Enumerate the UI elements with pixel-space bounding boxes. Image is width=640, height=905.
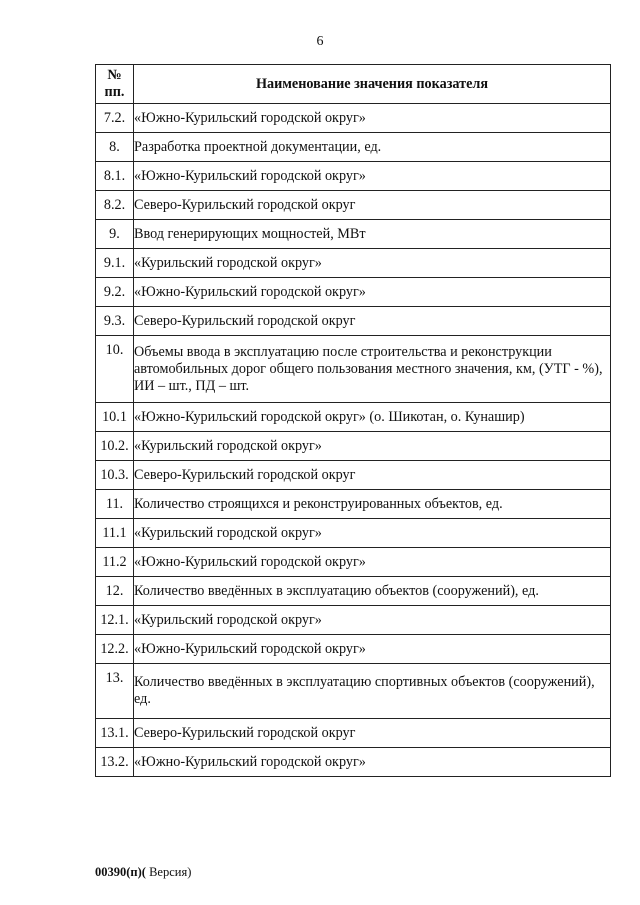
row-number: 8.1. xyxy=(96,162,134,191)
table-row xyxy=(96,307,611,336)
row-name: «Южно-Курильский городской округ» xyxy=(134,635,611,664)
table-row xyxy=(96,664,611,719)
table-row xyxy=(96,133,611,162)
table-row xyxy=(96,403,611,432)
row-name: Северо-Курильский городской округ xyxy=(134,307,611,336)
row-name: «Курильский городской округ» xyxy=(134,249,611,278)
row-number: 12.2. xyxy=(96,635,134,664)
table-row xyxy=(96,548,611,577)
row-name: «Южно-Курильский городской округ» xyxy=(134,162,611,191)
row-number: 13.1. xyxy=(96,719,134,748)
row-name: «Курильский городской округ» xyxy=(134,519,611,548)
table-header-row xyxy=(96,65,611,104)
table-row xyxy=(96,249,611,278)
table-row xyxy=(96,336,611,403)
row-number: 10.3. xyxy=(96,461,134,490)
table-row xyxy=(96,490,611,519)
row-number: 12.1. xyxy=(96,606,134,635)
table-row xyxy=(96,519,611,548)
document-footer xyxy=(95,865,191,880)
table-row xyxy=(96,278,611,307)
row-name: Разработка проектной документации, ед. xyxy=(134,133,611,162)
footer-code: 00390(п)( xyxy=(95,865,146,879)
footer-version: Версия) xyxy=(145,865,192,879)
row-number: 13.2. xyxy=(96,748,134,777)
page-number: 6 xyxy=(316,34,324,49)
header-number-label: № пп. xyxy=(104,67,125,100)
row-name: Количество введённых в эксплуатацию объектов (сооружений), ед. xyxy=(134,577,611,606)
row-number: 11.2 xyxy=(96,548,134,577)
row-name: Объемы ввода в эксплуатацию после строительства и реконструкции автомобильных дорог общего пользования местного значения, км, (УТГ - %), ИИ – шт., ПД – шт. xyxy=(134,336,611,403)
row-name: «Южно-Курильский городской округ» xyxy=(134,104,611,133)
row-name: Количество введённых в эксплуатацию спортивных объектов (сооружений), ед. xyxy=(134,664,611,719)
table-row xyxy=(96,432,611,461)
row-name: «Южно-Курильский городской округ» xyxy=(134,278,611,307)
row-name: «Южно-Курильский городской округ» (о. Шикотан, о. Кунашир) xyxy=(134,403,611,432)
row-number: 9.2. xyxy=(96,278,134,307)
table-row xyxy=(96,635,611,664)
row-name: Северо-Курильский городской округ xyxy=(134,461,611,490)
row-number: 7.2. xyxy=(96,104,134,133)
row-number: 9.1. xyxy=(96,249,134,278)
row-name: «Курильский городской округ» xyxy=(134,432,611,461)
table-row xyxy=(96,191,611,220)
row-name: «Южно-Курильский городской округ» xyxy=(134,748,611,777)
table-row xyxy=(96,748,611,777)
row-name: «Курильский городской округ» xyxy=(134,606,611,635)
indicator-table xyxy=(95,64,611,777)
row-number: 11.1 xyxy=(96,519,134,548)
table-row xyxy=(96,220,611,249)
row-name: Ввод генерирующих мощностей, МВт xyxy=(134,220,611,249)
table-row xyxy=(96,606,611,635)
table-row xyxy=(96,104,611,133)
row-number: 13. xyxy=(96,664,134,719)
row-number: 10.1 xyxy=(96,403,134,432)
table-row xyxy=(96,719,611,748)
row-number: 8. xyxy=(96,133,134,162)
row-name: «Южно-Курильский городской округ» xyxy=(134,548,611,577)
row-name: Северо-Курильский городской округ xyxy=(134,719,611,748)
row-number: 10.2. xyxy=(96,432,134,461)
table-row xyxy=(96,461,611,490)
row-number: 9. xyxy=(96,220,134,249)
row-number: 12. xyxy=(96,577,134,606)
row-number: 10. xyxy=(96,336,134,403)
row-name: Северо-Курильский городской округ xyxy=(134,191,611,220)
table-body xyxy=(96,104,611,777)
header-number xyxy=(96,65,134,104)
header-name: Наименование значения показателя xyxy=(134,65,611,104)
table-row xyxy=(96,162,611,191)
row-number: 11. xyxy=(96,490,134,519)
row-name: Количество строящихся и реконструированных объектов, ед. xyxy=(134,490,611,519)
row-number: 8.2. xyxy=(96,191,134,220)
row-number: 9.3. xyxy=(96,307,134,336)
table-row xyxy=(96,577,611,606)
